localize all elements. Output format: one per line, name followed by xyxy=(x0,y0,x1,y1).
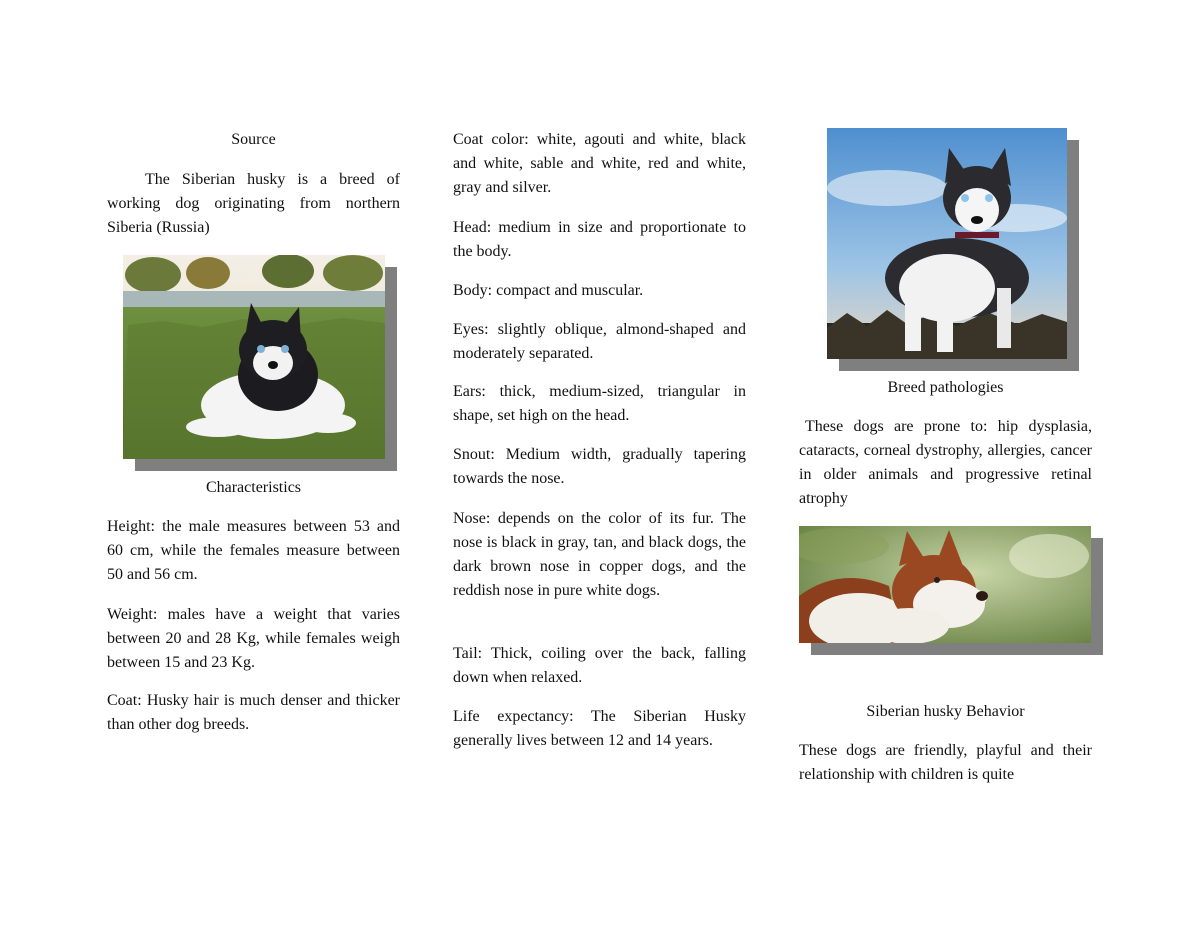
coat-color-paragraph: Coat color: white, agouti and white, black and white, sable and white, red and white, gray and silver. xyxy=(453,131,746,196)
pathologies-paragraph: These dogs are prone to: hip dysplasia, cataracts, corneal dystrophy, allergies, cancer in older animals and progressive retinal atrophy xyxy=(799,418,1092,507)
height-paragraph: Height: the male measures between 53 and 60 cm, while the females measure between 50 and 56 cm. xyxy=(107,518,400,583)
husky-standing-image xyxy=(827,128,1067,359)
tail-paragraph: Tail: Thick, coiling over the back, falling down when relaxed. xyxy=(453,645,746,686)
weight-paragraph: Weight: males have a weight that varies between 20 and 28 Kg, while females weigh between 15 and 23 Kg. xyxy=(107,606,400,671)
eyes-paragraph: Eyes: slightly oblique, almond-shaped and moderately separated. xyxy=(453,321,746,362)
behavior-heading: Siberian husky Behavior xyxy=(866,703,1025,720)
snout-paragraph: Snout: Medium width, gradually tapering towards the nose. xyxy=(453,446,746,487)
head-paragraph: Head: medium in size and proportionate to the body. xyxy=(453,219,746,260)
husky-red-image xyxy=(799,526,1091,643)
puppy-photo xyxy=(123,255,397,471)
pathologies-heading: Breed pathologies xyxy=(887,379,1004,396)
body-paragraph: Body: compact and muscular. xyxy=(453,282,644,299)
intro-paragraph: The Siberian husky is a breed of working dog originating from northern Siberia (Russia) xyxy=(107,171,400,236)
life-expectancy-paragraph: Life expectancy: The Siberian Husky generally lives between 12 and 14 years. xyxy=(453,708,746,749)
nose-paragraph: Nose: depends on the color of its fur. The nose is black in gray, tan, and black dogs, the dark brown nose in copper dogs, and the reddish nose in pure white dogs. xyxy=(453,510,746,599)
source-heading: Source xyxy=(231,131,276,148)
ears-paragraph: Ears: thick, medium-sized, triangular in shape, set high on the head. xyxy=(453,383,746,424)
behavior-paragraph: These dogs are friendly, playful and their relationship with children is quite xyxy=(799,742,1092,783)
husky-standing-photo xyxy=(827,128,1079,371)
coat-paragraph: Coat: Husky hair is much denser and thicker than other dog breeds. xyxy=(107,692,400,733)
characteristics-heading: Characteristics xyxy=(205,479,302,496)
husky-red-photo xyxy=(799,526,1104,657)
puppy-image xyxy=(123,255,385,459)
